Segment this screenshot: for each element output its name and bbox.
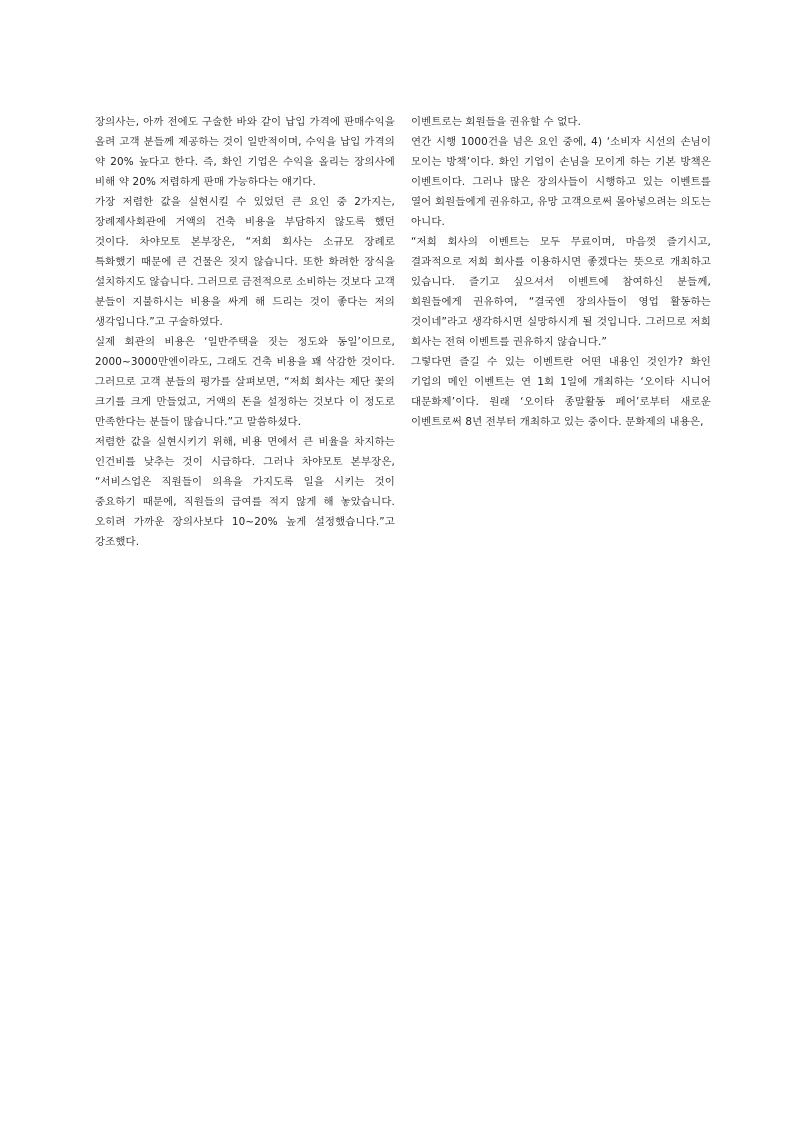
left-text-column (95, 112, 395, 552)
right-paragraph-2: 연간 시행 1000건을 넘은 요인 중에, 4) ‘소비자 시선의 손님이 모이는 방책’이다. 화인 기업이 손님을 모이게 하는 기본 방책은 이벤트이다. 그러나 많은 장의사들이 시행하고 있는 이벤트를 열어 회원들에게 권유하고, 유망 고객으로써 몰아넣으려는 의도는 아니다. (411, 136, 711, 228)
right-paragraph-4: 그렇다면 즐길 수 있는 이벤트란 어떤 내용인 것인가? 화인 기업의 메인 이벤트는 연 1회 1일에 개최하는 ‘오이타 시니어 대문화제’이다. 원래 ‘오이타 종말활동 페어’로부터 새로운 이벤트로써 8년 전부터 개최하고 있는 중이다. 문화제의 내용은, (411, 356, 711, 428)
right-paragraph-3: “저희 회사의 이벤트는 모두 무료이며, 마음껏 즐기시고, 결과적으로 저희 회사를 이용하시면 좋겠다는 뜻으로 개최하고 있습니다. 즐기고 싶으셔서 이벤트에 참여하신 분들께, 회원들에게 권유하여, “결국엔 장의사들이 영업 활동하는 것이네”라고 생각하시면 실망하시게 될 것입니다. 그러므로 저희 회사는 전혀 이벤트를 권유하지 않습니다.” (411, 236, 711, 348)
left-paragraph-2: 가장 저렴한 값을 실현시킬 수 있었던 큰 요인 중 2가지는, 장례제사회관에 거액의 건축 비용을 부담하지 않도록 했던 것이다. 차야모토 본부장은, “저희 회사는 소규모 장례로 특화했기 때문에 큰 건물은 짓지 않습니다. 또한 화려한 장식을 설치하지도 않습니다. 그러므로 금전적으로 소비하는 것보다 고객 분들이 지불하시는 비용을 싸게 해 드리는 것이 좋다는 저의 생각입니다.”고 구술하였다. (95, 196, 395, 328)
right-paragraph-1: 이벤트로는 회원들을 권유할 수 없다. (411, 116, 582, 128)
left-paragraph-4: 저렴한 값을 실현시키기 위해, 비용 면에서 큰 비율을 차지하는 인건비를 낮추는 것이 시급하다. 그러나 차야모토 본부장은, “서비스업은 직원들이 의욕을 가지도록 일을 시키는 것이 중요하기 때문에, 직원들의 급여를 적지 않게 해 놓았습니다. 오히려 가까운 장의사보다 10~20% 높게 설정했습니다.”고 강조했다. (95, 436, 395, 548)
right-text-column (411, 112, 711, 432)
left-paragraph-1: 장의사는, 아까 전에도 구술한 바와 같이 납입 가격에 판매수익을 올려 고객 분들께 제공하는 것이 일반적이며, 수익을 납입 가격의 약 20% 높다고 한다. 즉, 화인 기업은 수익을 올리는 장의사에 비해 약 20% 저렴하게 판매 가능하다는 얘기다. (95, 116, 395, 188)
left-paragraph-3: 실제 회관의 비용은 ‘일반주택을 짓는 정도와 동일’이므로, 2000~3000만엔이라도, 그래도 건축 비용을 꽤 삭감한 것이다. 그러므로 고객 분들의 평가를 살펴보면, “저희 회사는 제단 꽃의 크기를 크게 만들었고, 거액의 돈을 설정하는 것보다 이 정도로 만족한다는 분들이 많습니다.”고 말씀하셨다. (95, 336, 395, 428)
